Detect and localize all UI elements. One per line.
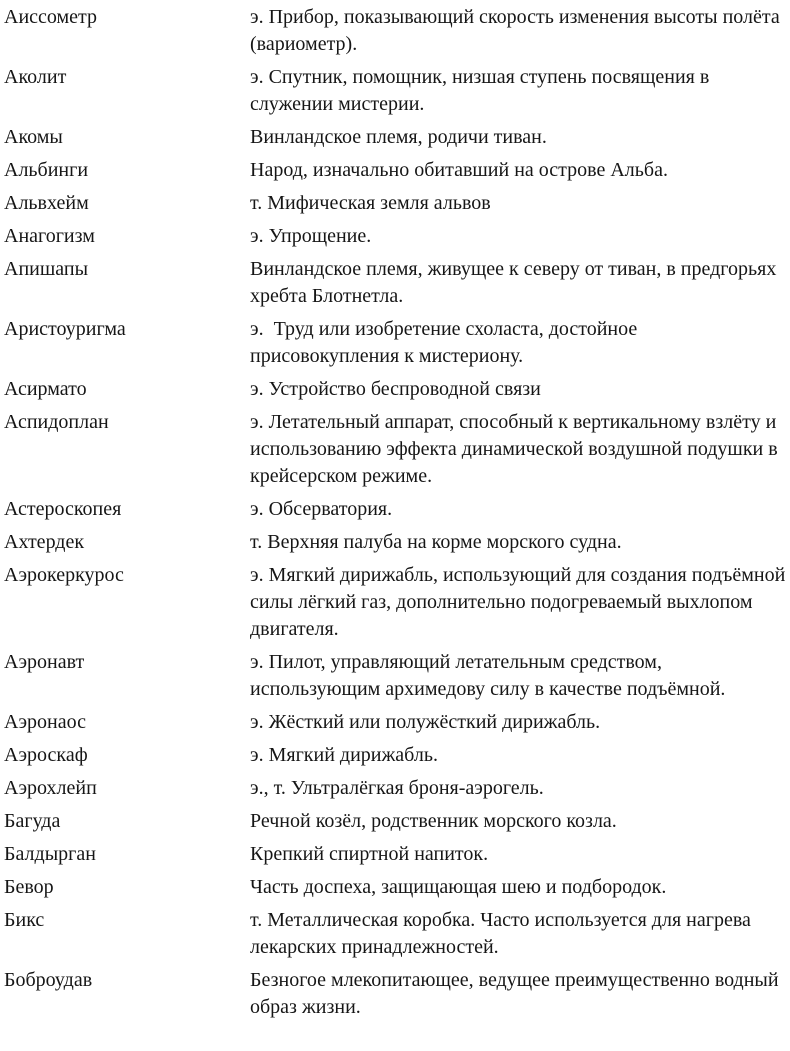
definition-cell: э. Спутник, помощник, низшая ступень посвящения в служении мистерии. (250, 66, 715, 115)
term-cell: Бевор (4, 876, 54, 898)
glossary-entry (4, 562, 790, 643)
definition-cell: Народ, изначально обитавший на острове Альба. (250, 159, 668, 181)
definition-cell: э. Летательный аппарат, способный к вертикальному взлёту и использованию эффекта динамической воздушной подушки в крейсерском режиме. (250, 411, 783, 487)
glossary-list (4, 4, 790, 1021)
term-cell: Апишапы (4, 258, 89, 280)
term-cell: Аиссометр (4, 6, 98, 28)
glossary-entry (4, 256, 790, 310)
term-cell: Багуда (4, 810, 61, 832)
definition-cell: Безногое млекопитающее, ведущее преимущественно водный образ жизни. (250, 969, 784, 1018)
glossary-entry (4, 775, 790, 802)
term-cell: Бикс (4, 909, 45, 931)
term-cell: Анагогизм (4, 225, 95, 247)
glossary-entry (4, 376, 790, 403)
definition-cell: Винландское племя, родичи тиван. (250, 126, 547, 148)
definition-cell: т. Металлическая коробка. Часто используется для нагрева лекарских принадлежностей. (250, 909, 756, 958)
glossary-entry (4, 709, 790, 736)
term-cell: Аристоуригма (4, 318, 126, 340)
definition-cell: Винландское племя, живущее к северу от тиван, в предгорьях хребта Блотнетла. (250, 258, 782, 307)
definition-cell: э. Мягкий дирижабль. (250, 744, 438, 766)
definition-cell: э. Обсерватория. (250, 498, 393, 520)
term-cell: Акомы (4, 126, 63, 148)
definition-cell: э. Мягкий дирижабль, использующий для создания подъёмной силы лёгкий газ, дополнительно подогреваемый выхлопом двигателя. (250, 564, 790, 640)
definition-cell: т. Верхняя палуба на корме морского судна. (250, 531, 622, 553)
definition-cell: Часть доспеха, защищающая шею и подбородок. (250, 876, 667, 898)
glossary-entry (4, 496, 790, 523)
glossary-entry (4, 409, 790, 490)
glossary-entry (4, 316, 790, 370)
definition-cell: э. Прибор, показывающий скорость изменения высоты полёта (вариометр). (250, 6, 785, 55)
glossary-entry (4, 529, 790, 556)
term-cell: Ахтердек (4, 531, 85, 553)
term-cell: Аэронавт (4, 651, 85, 673)
term-cell: Аколит (4, 66, 67, 88)
definition-cell: э. Устройство беспроводной связи (250, 378, 541, 400)
term-cell: Аэроскаф (4, 744, 88, 766)
definition-cell: Крепкий спиртной напиток. (250, 843, 489, 865)
term-cell: Аэронаос (4, 711, 86, 733)
glossary-entry (4, 649, 790, 703)
glossary-entry (4, 874, 790, 901)
glossary-entry (4, 742, 790, 769)
glossary-entry (4, 223, 790, 250)
glossary-entry (4, 808, 790, 835)
definition-cell: э. Пилот, управляющий летательным средством, использующим архимедову силу в качестве подъёмной. (250, 651, 726, 700)
term-cell: Боброудав (4, 969, 93, 991)
term-cell: Астероскопея (4, 498, 122, 520)
glossary-entry (4, 124, 790, 151)
glossary-entry (4, 967, 790, 1021)
term-cell: Аэрохлейп (4, 777, 97, 799)
definition-cell: э. Жёсткий или полужёсткий дирижабль. (250, 711, 601, 733)
term-cell: Балдырган (4, 843, 96, 865)
glossary-entry (4, 907, 790, 961)
term-cell: Аспидоплан (4, 411, 109, 433)
glossary-entry (4, 4, 790, 58)
definition-cell: э., т. Ультралёгкая броня-аэрогель. (250, 777, 544, 799)
glossary-entry (4, 157, 790, 184)
glossary-entry (4, 841, 790, 868)
term-cell: Альвхейм (4, 192, 89, 214)
term-cell: Альбинги (4, 159, 89, 181)
glossary-entry (4, 190, 790, 217)
glossary-entry (4, 64, 790, 118)
definition-cell: т. Мифическая земля альвов (250, 192, 491, 214)
definition-cell: э. Упрощение. (250, 225, 372, 247)
term-cell: Аэрокеркурос (4, 564, 124, 586)
definition-cell: Речной козёл, родственник морского козла. (250, 810, 617, 832)
term-cell: Асирмато (4, 378, 87, 400)
definition-cell: э. Труд или изобретение схоласта, достойное присовокупления к мистериону. (250, 318, 643, 367)
